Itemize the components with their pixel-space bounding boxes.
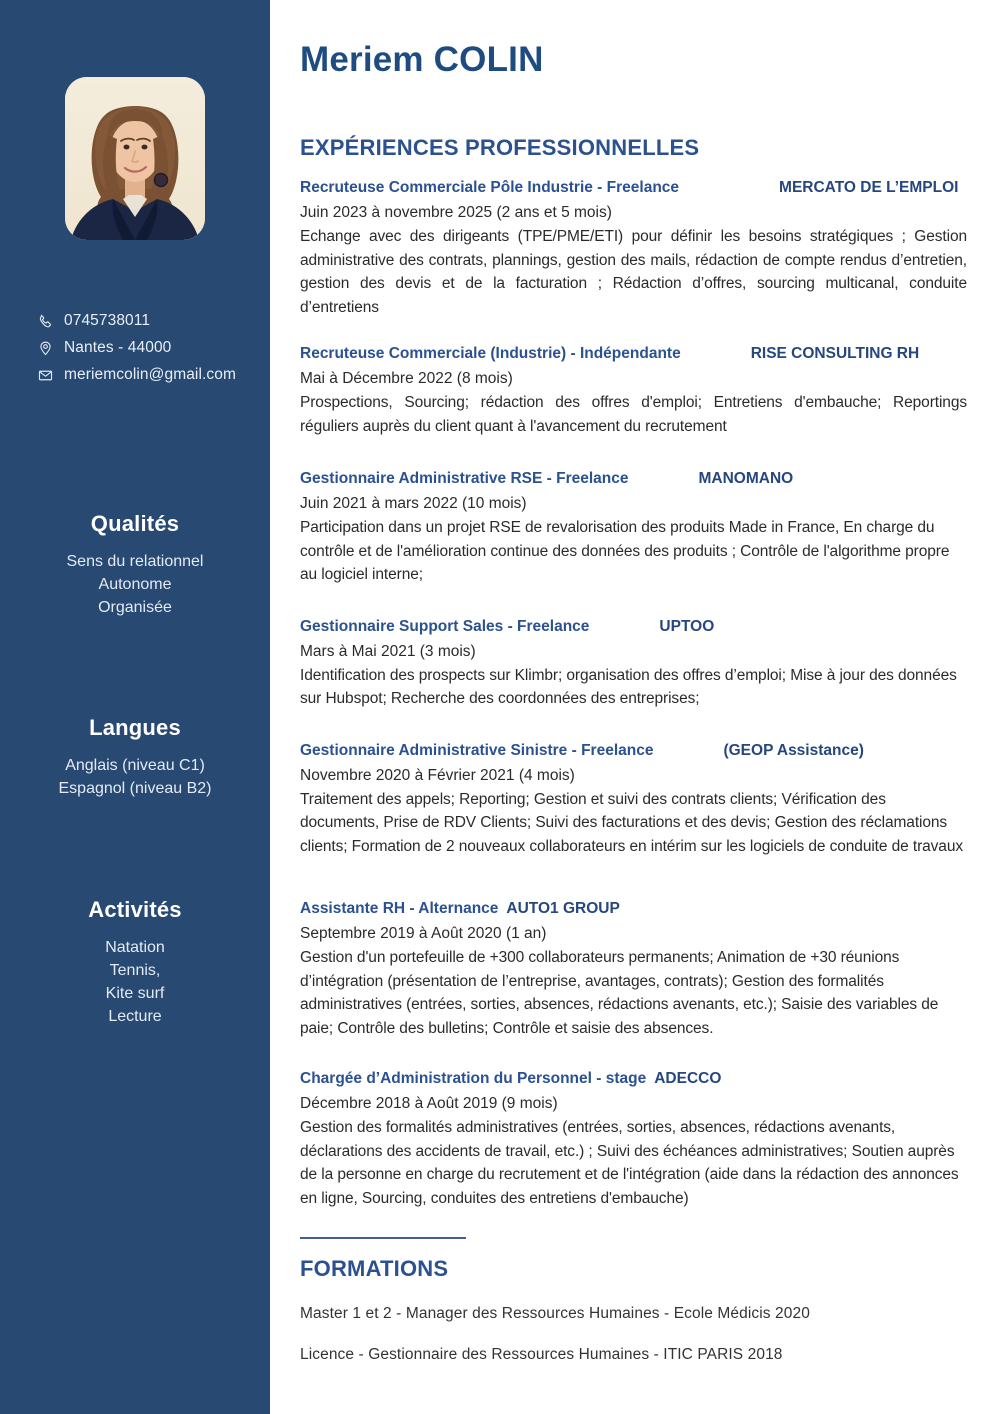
job-title: Recruteuse Commerciale (Industrie) - Indépendante [300, 345, 681, 362]
job-dates: Juin 2023 à novembre 2025 (2 ans et 5 mois) [300, 204, 612, 221]
contact-email [36, 366, 270, 384]
sidebar-section-qualites [0, 511, 270, 619]
sidebar [0, 0, 270, 1414]
profile-photo [65, 77, 205, 240]
email-icon [36, 366, 54, 384]
formation-item: Master 1 et 2 - Manager des Ressources Humaines - Ecole Médicis 2020 [300, 1305, 810, 1322]
formation-item: Licence - Gestionnaire des Ressources Humaines - ITIC PARIS 2018 [300, 1346, 783, 1363]
contact-block [0, 312, 270, 384]
experience-entry [300, 468, 967, 587]
job-company: AUTO1 GROUP [506, 900, 620, 917]
qualite-item: Autonome [98, 576, 172, 593]
job-description: Gestion des formalités administratives (entrées, sorties, absences, rédactions avenants, déclarations des accidents de travail, etc.) ; Suivi des échéances administratives; Soutien auprès de la personne en charge du recrutement et de l'intégration (aide dans la rédaction des annonces en ligne, Sourcing, conduites des entretiens d'embauche) [300, 1119, 959, 1207]
job-header [300, 898, 967, 920]
job-dates: Mai à Décembre 2022 (8 mois) [300, 370, 513, 387]
contact-email-text: meriemcolin@gmail.com [64, 366, 237, 383]
portrait-illustration [65, 77, 205, 240]
job-header [300, 177, 967, 199]
sidebar-section-langues [0, 715, 270, 800]
job-description: Prospections, Sourcing; rédaction des offres d'emploi; Entretiens d'embauche; Reportings réguliers auprès du client quant à l'avancement du recrutement [300, 394, 967, 435]
experience-entry [300, 1068, 967, 1210]
tab-spacer [679, 191, 779, 192]
experiences-section-title: EXPÉRIENCES PROFESSIONNELLES [300, 135, 700, 160]
activite-item: Kite surf [105, 985, 165, 1002]
job-header [300, 616, 967, 638]
job-title: Chargée d’Administration du Personnel - stage [300, 1070, 647, 1087]
job-title: Gestionnaire Support Sales - Freelance [300, 617, 590, 635]
job-description: Echange avec des dirigeants (TPE/PME/ETI) pour définir les besoins stratégiques ; Gestion administrative des contrats, plannings, gestion des mails, rédaction de compte rendus d’entretien, gestion des devis et de la facturation ; Rédaction d’offres, sourcing multicanal, conduite d’entretiens [300, 228, 967, 316]
contact-location-text: Nantes - 44000 [64, 339, 172, 356]
contact-phone-text: 0745738011 [64, 312, 151, 329]
job-header [300, 468, 967, 490]
job-dates: Septembre 2019 à Août 2020 (1 an) [300, 925, 547, 942]
contact-location [36, 339, 270, 357]
tab-spacer [681, 357, 751, 358]
job-company: MANOMANO [698, 470, 794, 487]
job-dates: Juin 2021 à mars 2022 (10 mois) [300, 495, 527, 512]
job-title: Recruteuse Commerciale Pôle Industrie - Freelance [300, 179, 680, 196]
experience-entry [300, 616, 967, 711]
job-header [300, 343, 967, 365]
job-header [300, 1068, 967, 1090]
phone-icon [36, 312, 54, 330]
qualites-heading: Qualités [90, 511, 180, 536]
experience-entry [300, 740, 967, 859]
job-company: RISE CONSULTING RH [750, 345, 920, 362]
qualite-item: Sens du relationnel [66, 553, 204, 570]
job-title: Gestionnaire Administrative RSE - Freelance [300, 470, 629, 487]
job-company: MERCATO DE L’EMPLOI [779, 179, 959, 196]
job-description: Participation dans un projet RSE de revalorisation des produits Made in France, En charge du contrôle et de l'amélioration continue des données des produits ; Contrôle de l'algorithme propre au logiciel interne; [300, 519, 950, 583]
langue-item: Espagnol (niveau B2) [58, 780, 212, 797]
experience-entry [300, 343, 967, 438]
activite-item: Lecture [108, 1008, 162, 1025]
main-content [270, 0, 1000, 1414]
tab-spacer [653, 754, 723, 755]
job-header [300, 740, 967, 762]
qualite-item: Organisée [98, 599, 172, 616]
person-name: Meriem COLIN [300, 40, 544, 79]
activites-heading: Activités [88, 897, 182, 922]
job-dates: Novembre 2020 à Février 2021 (4 mois) [300, 766, 575, 784]
job-company: UPTOO [659, 617, 715, 635]
job-description: Identification des prospects sur Klimbr; organisation des offres d’emploi; Mise à jour des données sur Hubspot; Recherche des coordonnées des entreprises; [300, 666, 957, 707]
job-company: (GEOP Assistance) [723, 741, 864, 759]
job-description: Traitement des appels; Reporting; Gestion et suivi des contrats clients; Vérification des documents, Prise de RDV Clients; Suivi des facturations et des devis; Gestion des réclamations clients; Formation de 2 nouveaux collaborateurs en intérim sur les logiciels de conduite de travaux [300, 790, 963, 855]
sidebar-section-activites [0, 897, 270, 1028]
job-dates: Mars à Mai 2021 (3 mois) [300, 642, 476, 660]
tab-spacer [628, 482, 698, 483]
activite-item: Tennis, [109, 962, 161, 979]
job-description: Gestion d'un portefeuille de +300 collaborateurs permanents; Animation de +30 réunions d’intégration (présentation de l’entreprise, avantages, contrats); Gestion des formalités administratives (entrées, sorties, absences, rédactions avenants, etc.); Saisie des variables de paie; Contrôle des bulletins; Contrôle et saisie des absences. [300, 949, 939, 1037]
langue-item: Anglais (niveau C1) [65, 757, 205, 774]
section-divider [300, 1237, 466, 1239]
tab-spacer [589, 630, 659, 631]
formations-section-title: FORMATIONS [300, 1256, 449, 1281]
contact-phone [36, 312, 270, 330]
job-title: Assistante RH - Alternance [300, 900, 499, 917]
job-dates: Décembre 2018 à Août 2019 (9 mois) [300, 1095, 558, 1112]
experience-entry [300, 898, 967, 1040]
activite-item: Natation [105, 939, 165, 956]
location-icon [36, 339, 54, 357]
experience-entry [300, 177, 967, 319]
job-company: ADECCO [654, 1070, 722, 1087]
job-title: Gestionnaire Administrative Sinistre - Freelance [300, 741, 654, 759]
langues-heading: Langues [89, 715, 181, 740]
